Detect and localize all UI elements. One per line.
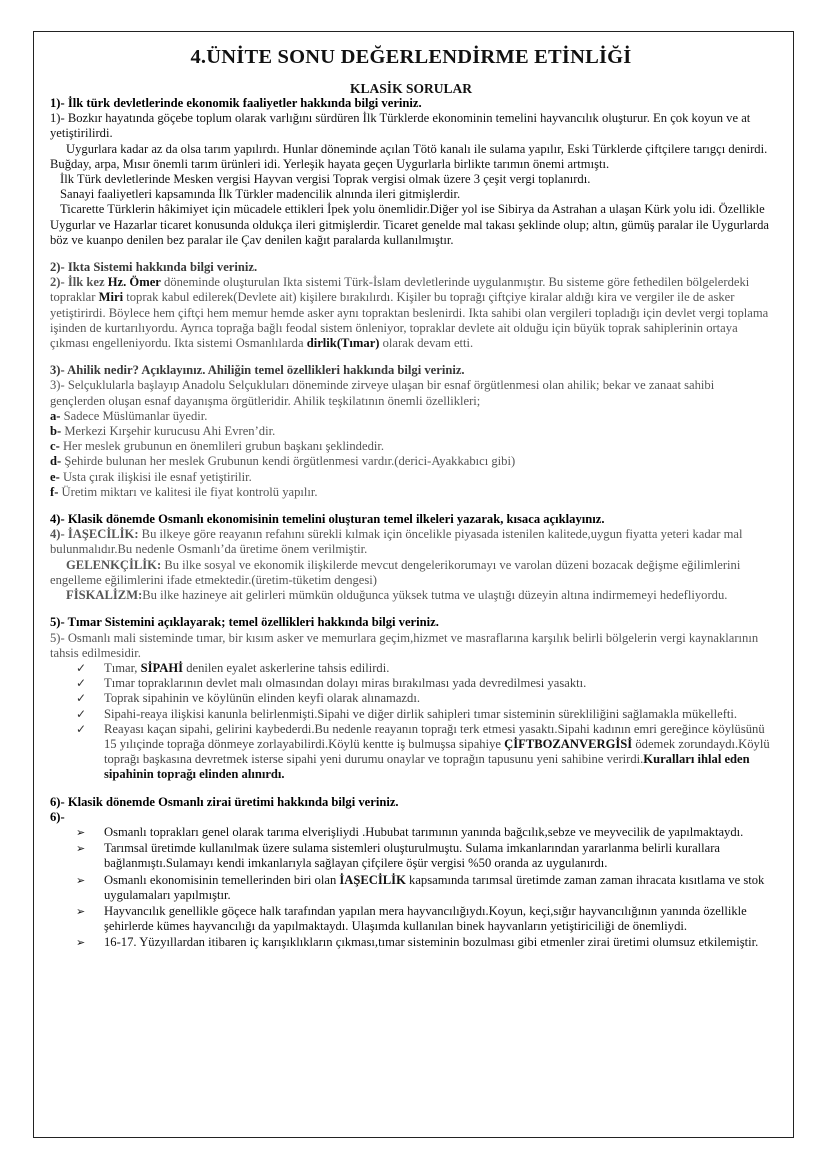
principle-paragraph: 4)- İAŞECİLİK: Bu ilkeye göre reayanın refahını sürekli kılmak için öncelikle piyasada istenilen kalitede,uygun fiyatta yeteri kadar mal bulunmalıdır.Bu nedenle Osmanlı’da üretime önem verilmiştir. xyxy=(50,527,743,557)
principle-paragraph: FİSKALİZM:Bu ilke hazineye ait gelirleri mümkün olduğunca yüksek tutma ve ulaştığı düzeyin altına indirmemeyi hedefliyordu. xyxy=(66,588,728,603)
section-subtitle: KLASİK SORULAR xyxy=(350,81,472,96)
question-1 xyxy=(50,96,772,248)
principle-label: FİSKALİZM: xyxy=(66,588,143,603)
question-1-paragraph: Uygurlara kadar az da olsa tarım yapılırdı. Hunlar döneminde açılan Tötö kanalı ile sulama yapılır, Eski Türklerde çiftçilere tarıgçı denirdi. Buğday, arpa, Mısır önemli tarım ürünleri idi. Yerleşik hayata geçen Uygurlarla birlikte tarımın önemi artmıştı. xyxy=(50,141,768,171)
list-item: ➢ 16-17. Yüzyıllardan itibaren iç karışıklıkların çıkması,tımar sisteminin bozulması gibi etmenler zirai üretimi olumsuz etkilemiştir. xyxy=(76,935,759,950)
list-item: e- Usta çırak ilişkisi ile esnaf yetiştirilir. xyxy=(50,469,252,484)
question-1-paragraph: 1)- Bozkır hayatında göçebe toplum olarak varlığını sürdüren İlk Türklerde ekonominin temelini hayvancılık oluşturur. En çok koyun ve at yetiştirilirdi. xyxy=(50,111,751,141)
question-3-title: 3)- Ahilik nedir? Açıklayınız. Ahiliğin temel özellikleri hakkında bilgi veriniz. xyxy=(50,363,465,378)
question-1-paragraph: Sanayi faaliyetleri kapsamında İlk Türkler madencilik alnında ileri gitmişlerdir. xyxy=(60,187,461,202)
question-6 xyxy=(50,795,772,951)
check-icon: ✓ xyxy=(76,721,87,736)
principle-label: 4)- İAŞECİLİK: xyxy=(50,527,139,542)
checklist xyxy=(50,661,772,783)
highlight-term: Miri xyxy=(98,290,124,305)
question-3-intro: 3)- Selçuklularla başlayıp Anadolu Selçukluları döneminde zirveye ulaşan bir esnaf örgütlenmesi olan ahilik; bekar ve zanaat sahibi gençlerden oluşan esnaf dayanışma örgütleridir. Ahilik teşkilatının önemli özellikleri; xyxy=(50,378,715,408)
check-icon: ✓ xyxy=(76,691,87,706)
question-5-title: 5)- Tımar Sistemini açıklayarak; temel özellikleri hakkında bilgi veriniz. xyxy=(50,615,439,630)
list-item: ➢ Hayvancılık genellikle göçece halk tarafından yapılan mera hayvancılığıydı.Koyun, keçi,sığır hayvancılığının yanında özellikle şehirlerde kümes hayvancılığı da yapılmaktaydı. Ulaşımda kullanılan binek hayvanların yetiştiriciliği de önemliydi. xyxy=(76,903,747,934)
list-item: ✓ Sipahi-reaya ilişkisi kanunla belirlenmişti.Sipahi ve diğer dirlik sahipleri tımar sisteminin sürekliliğini sağlamakla mükellefti. xyxy=(76,706,738,721)
question-3 xyxy=(50,363,772,500)
question-1-paragraph: İlk Türk devletlerinde Mesken vergisi Hayvan vergisi Toprak vergisi olmak üzere 3 çeşit vergi toplanırdı. xyxy=(60,172,591,187)
principle-paragraph: GELENKÇİLİK: Bu ilke sosyal ve ekonomik ilişkilerde mevcut dengelerikorumayı ve varolan düzeni bozacak değişme eğilimlerini engelleme eğilimlerini ifade etmektedir.(üretim-tüketim dengesi) xyxy=(50,557,741,587)
question-6-title: 6)- Klasik dönemde Osmanlı zirai üretimi hakkında bilgi veriniz. xyxy=(50,794,399,809)
arrow-bullet-icon: ➢ xyxy=(76,904,86,918)
principle-label: GELENKÇİLİK: xyxy=(66,557,162,572)
list-item: c- Her meslek grubunun en önemlileri grubun başkanı şeklindedir. xyxy=(50,439,385,454)
highlight-term: Hz. Ömer xyxy=(107,275,161,290)
list-item: ✓ Tımar, SİPAHİ denilen eyalet askerlerine tahsis edilirdi. xyxy=(76,660,390,675)
list-item: f- Üretim miktarı ve kalitesi ile fiyat kontrolü yapılır. xyxy=(50,484,318,499)
list-item: ✓ Reayası kaçan sipahi, gelirini kaybederdi.Bu nedenle reayanın toprağı terk etmesi yasaktı.Sipahi kadının emri gereğince köylüsünü 15 yılıçinde toprağa dönmeye zorlayabilirdi.Köylü kentte iş bulmuşsa sipahiye ÇİFTBOZANVERGİSİ ödemek zorundaydı.Köylü toprağı başkasına devretmek isterse sipahi yeni durumu onaylar ve toprağın tapusunu yeni sahibine verirdi.Kuralları ihlal eden sipahinin toprağı elinden alınırdı. xyxy=(76,721,770,782)
page-title: 4.ÜNİTE SONU DEĞERLENDİRME ETİNLİĞİ xyxy=(190,46,632,68)
list-item: ➢ Osmanlı ekonomisinin temellerinden biri olan İAŞECİLİK kapsamında tarımsal üretimde zaman zaman ihracata kısıtlama ve stok uygulamaları yapılmıştır. xyxy=(76,872,765,902)
list-item: a- Sadece Müslümanlar üyedir. xyxy=(50,408,208,423)
list-item: b- Merkezi Kırşehir kurucusu Ahi Evren’dir. xyxy=(50,424,276,439)
arrow-bullet-icon: ➢ xyxy=(76,873,86,887)
list-item: ✓ Toprak sipahinin ve köylünün elinden keyfi olarak alınamazdı. xyxy=(76,691,420,706)
list-item: ➢ Tarımsal üretimde kullanılmak üzere sulama sistemleri oluşturulmuştu. Sulama imkanlarından yararlanma belirli kurallara bağlanmıştı.Sulamayı kendi imkanlarıyla sağlayan çifçilere öşür vergisi %50 oranda az uygulanırdı. xyxy=(76,841,721,871)
check-icon: ✓ xyxy=(76,706,87,721)
answer-number: 2)- İlk kez xyxy=(50,275,108,290)
question-1-title: 1)- İlk türk devletlerinde ekonomik faaliyetler hakkında bilgi veriniz. xyxy=(50,96,422,110)
check-icon: ✓ xyxy=(76,660,87,675)
highlight-term: dirlik(Tımar) xyxy=(306,336,380,351)
list-item: ➢ Osmanlı toprakları genel olarak tarıma elverişliydi .Hububat tarımının yanında bağcılık,sebze ve meyvecilik de yapılmaktaydı. xyxy=(76,824,744,839)
question-2 xyxy=(50,260,772,351)
question-1-paragraph: Ticarette Türklerin hâkimiyet için mücadele ettikleri İpek yolu önemlidir.Diğer yol ise Sibirya da Astrahan a ulaşan Kürk yolu idi. Özellikle Uygurlar ve Hazarlar ticaret konusunda oldukça ileri gitmişlerdir. Ticaret genelde mal takası şeklinde olup; altın, gümüş paralar ile Uygurlarda böz ve kuanpo denilen bez paralar ile Çav denilen kağıt paralarda kullanılmıştır. xyxy=(50,202,770,247)
list-item: ✓ Tımar topraklarının devlet malı olmasından dolayı miras bırakılması yada devredilmesi yasaktı. xyxy=(76,676,587,691)
arrow-bullet-icon: ➢ xyxy=(76,842,86,856)
arrow-bullet-icon: ➢ xyxy=(76,936,86,950)
list-item: d- Şehirde bulunan her meslek Grubunun kendi örgütlenmesi vardır.(derici-Ayakkabıcı gibi) xyxy=(50,454,516,469)
worksheet xyxy=(50,46,772,952)
question-2-answer: 2)- İlk kez Hz. Ömer döneminde oluşturulan Ikta sistemi Türk-İslam devletlerinde uygulanmıştır. Bu sisteme göre fethedilen bölgelerdeki topraklar Miri toprak kabul edilerek(Devlete ait) kişilere bırakılırdı. Kişiler bu toprağı çiftçiye kiralar aldığı kira ve vergiler ile de asker yetiştirirdi. Böylece hem çiftçi hem memur hemde asker aynı topraktan beslenirdi. Ikta sahibi olan vergileri topladığı için devlet vergi toplama işinden de kurtarılıyordu. Ayrıca toprağa bağlı feodal sistem önleniyor, topraklar devlete ait olduğu için büyük toprak sahiplerinin ortaya çıkması engelleniyordu. Ikta sistemi Osmanlılarda dirlik(Tımar) olarak devam etti. xyxy=(50,275,769,351)
question-5 xyxy=(50,615,772,782)
question-4 xyxy=(50,512,772,603)
arrow-list xyxy=(50,825,772,951)
question-2-title: 2)- Ikta Sistemi hakkında bilgi veriniz. xyxy=(50,260,258,275)
question-4-title: 4)- Klasik dönemde Osmanlı ekonomisinin temelini oluşturan temel ilkeleri yazarak, kısaca açıklayınız. xyxy=(50,512,605,527)
check-icon: ✓ xyxy=(76,676,87,691)
arrow-bullet-icon: ➢ xyxy=(76,825,86,839)
question-5-intro: 5)- Osmanlı mali sisteminde tımar, bir kısım asker ve memurlara geçim,hizmet ve masraflarına karşılık belirli bölgelerin vergi kaynaklarının tahsis edilmesidir. xyxy=(50,630,759,660)
answer-number: 6)- xyxy=(50,809,65,824)
